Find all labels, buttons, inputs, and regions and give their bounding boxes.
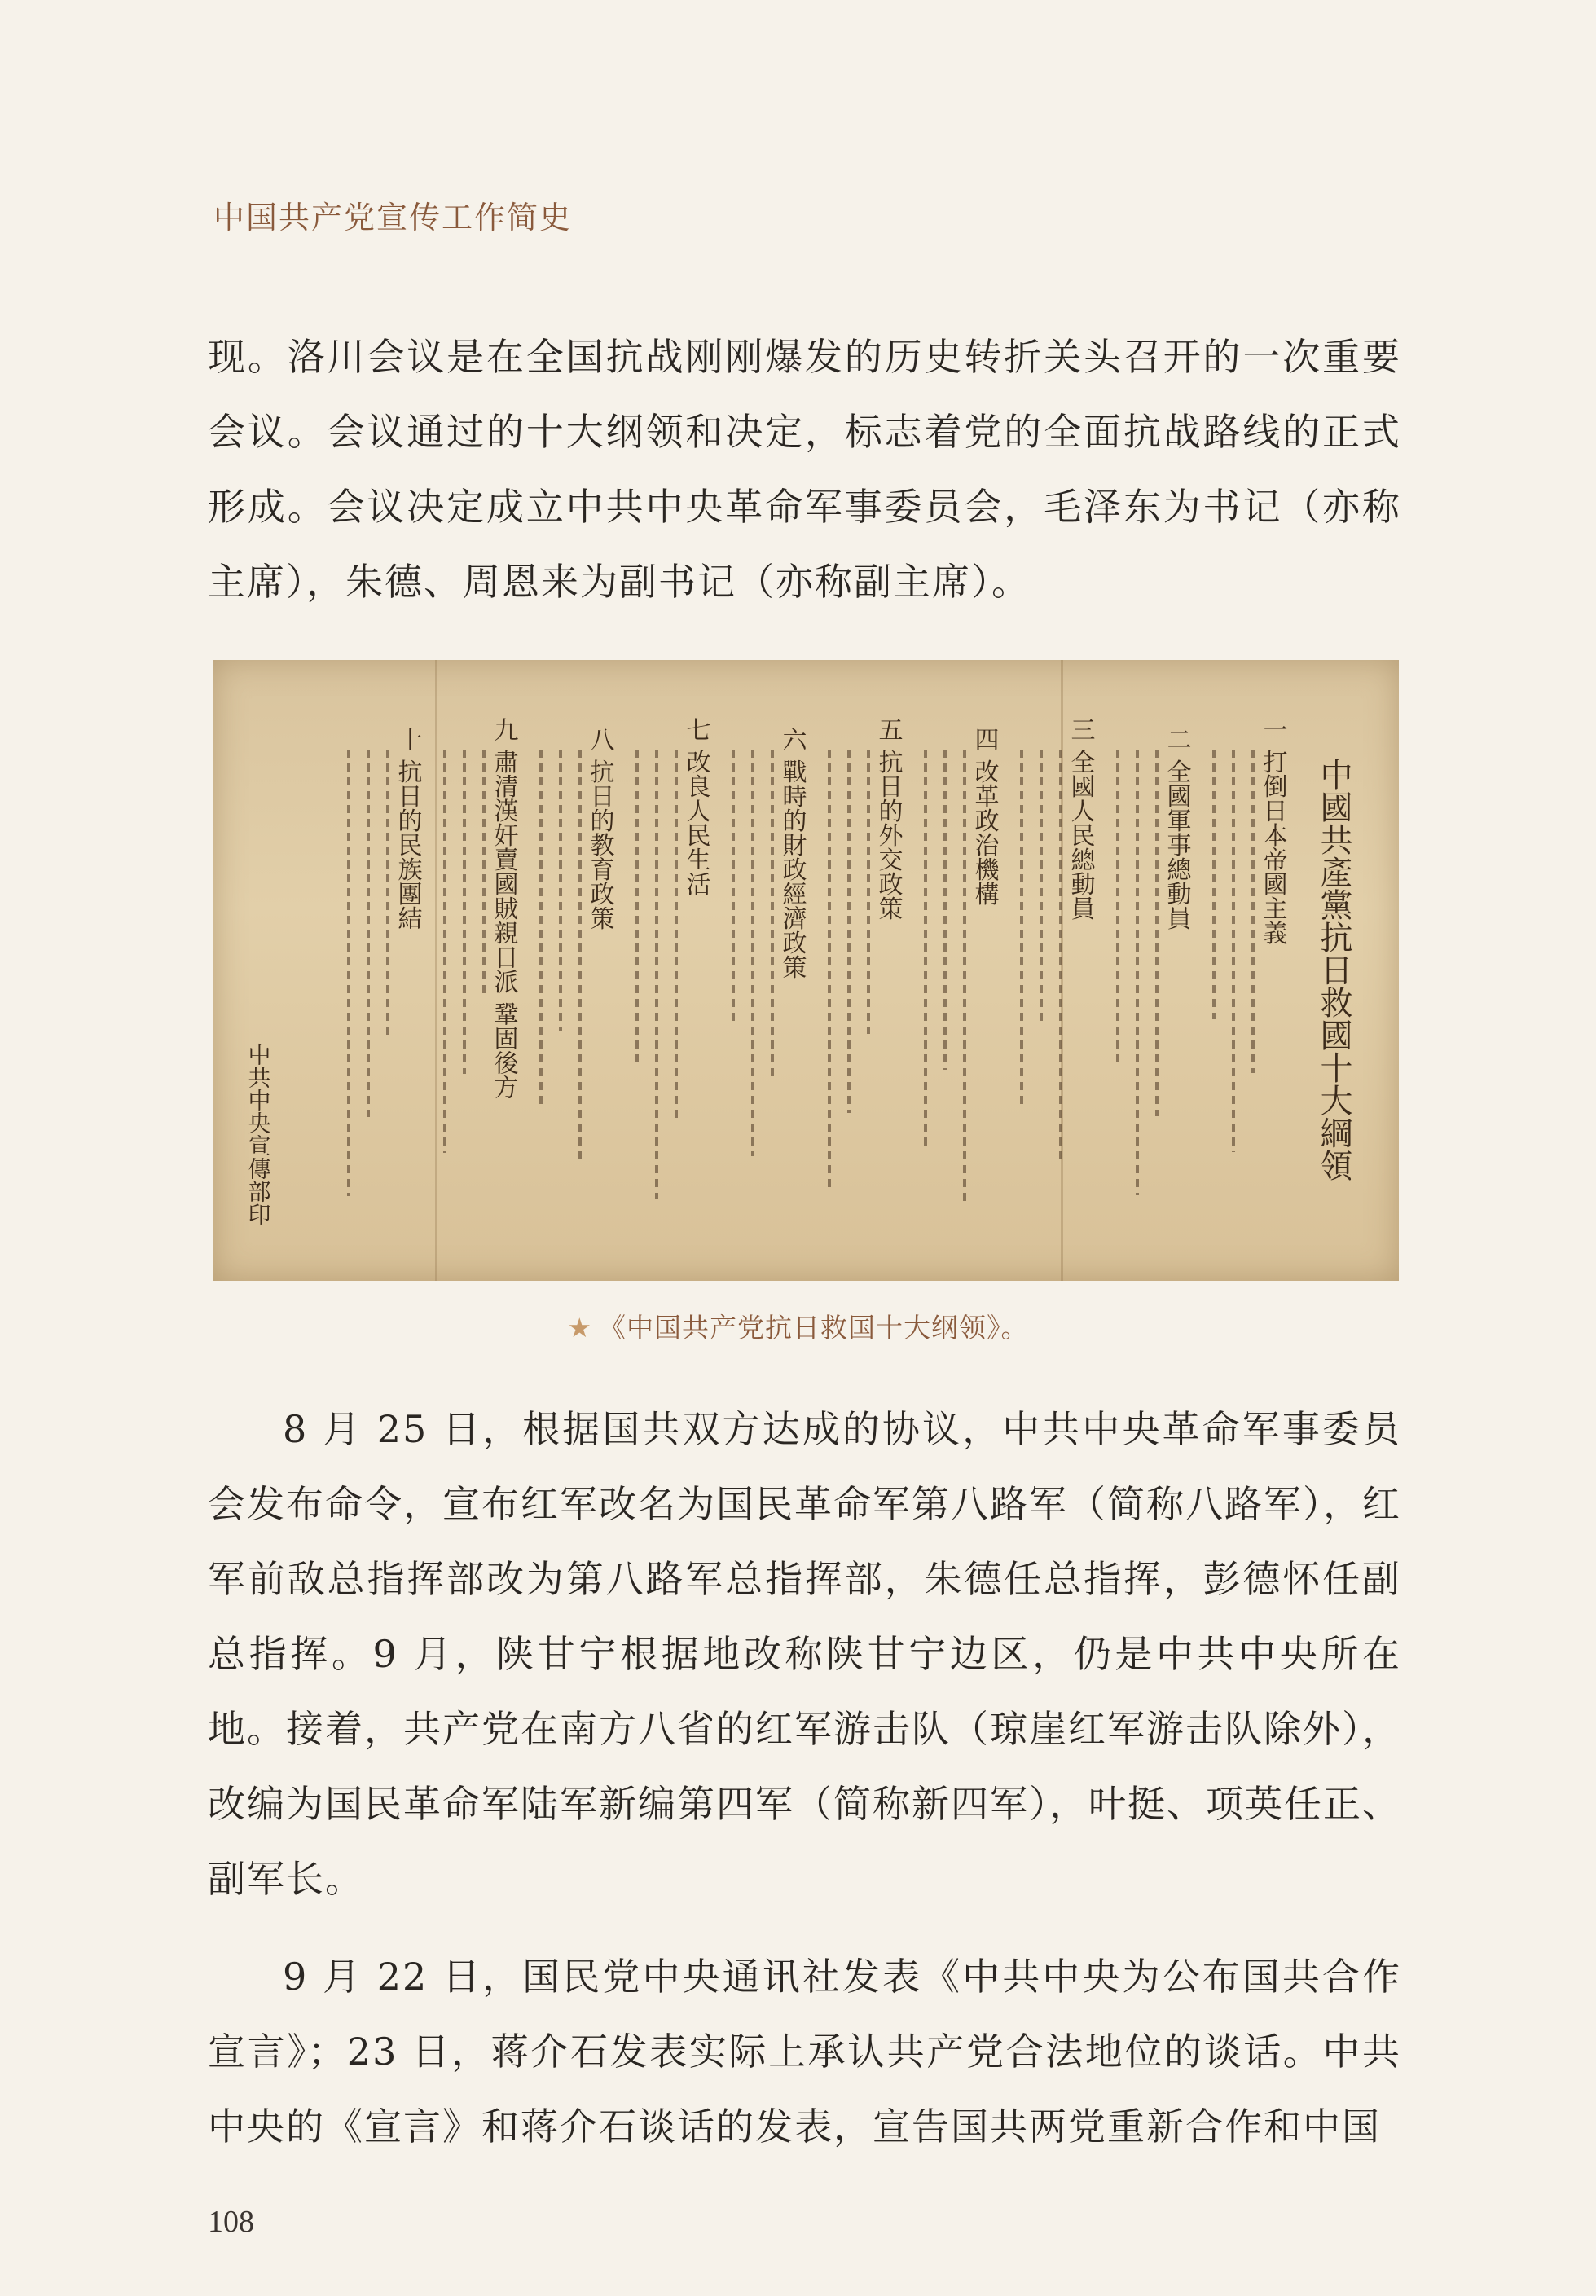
caption-text: 《中国共产党抗日救国十大纲领》。 (599, 1312, 1029, 1344)
figure-caption (0, 1307, 1596, 1345)
section-heading: 三 全國人民總動員 (1066, 717, 1095, 921)
section-heading: 四 改革政治機構 (969, 727, 999, 906)
section-heading: 五 抗日的外交政策 (873, 717, 903, 921)
section-heading: 十 抗日的民族團結 (393, 727, 422, 930)
document-photo (213, 660, 1399, 1281)
handwritten-columns (213, 660, 1399, 1281)
body-paragraph-1: 8 月 25 日，根据国共双方达成的协议，中共中央革命军事委员会发布命令，宣布红军改名为国民革命军第八路军（简称八路军），红军前敌总指挥部改为第八路军总指挥部，朱德任总指挥，彭德怀任副总指挥。9 月，陕甘宁根据地改称陕甘宁边区，仍是中共中央所在地。接着，共产党在南方八省的红军游击队（琼崖红军游击队除外），改编为国民革命军陆军新编第四军（简称新四军），叶挺、项英任正、副军长。 (208, 1407, 1401, 1901)
section-heading: 二 全國軍事總動員 (1162, 727, 1191, 930)
section-heading: 一 打倒日本帝國主義 (1258, 717, 1287, 945)
body-paragraph-intro: 现。洛川会议是在全国抗战刚刚爆发的历史转折关头召开的一次重要会议。会议通过的十大纲领和决定，标志着党的全面抗战路线的正式形成。会议决定成立中共中央革命军事委员会，毛泽东为书记（亦称主席），朱德、周恩来为副书记（亦称副主席）。 (208, 335, 1401, 604)
running-head: 中国共产党宣传工作简史 (213, 200, 573, 235)
section-heading: 九 肅清漢奸賣國賊親日派 鞏固後方 (489, 717, 518, 1100)
body-paragraph-2: 9 月 22 日，国民党中央通讯社发表《中共中央为公布国共合作宣言》；23 日，蒋介石发表实际上承认共产党合法地位的谈话。中共中央的《宣言》和蒋介石谈话的发表，宣告国共两党重新合作和中国 (208, 1955, 1401, 2149)
page-number: 108 (208, 2205, 254, 2239)
section-heading: 八 抗日的教育政策 (585, 727, 614, 930)
document-title: 中國共產黨抗日救國十大綱領 (1315, 758, 1352, 1181)
issuer-signature: 中共中央宣傳部印 (244, 1043, 272, 1225)
caption-star-icon: ★ (567, 1312, 593, 1344)
section-heading: 七 改良人民生活 (681, 717, 710, 896)
section-heading: 六 戰時的財政經濟政策 (777, 727, 807, 979)
